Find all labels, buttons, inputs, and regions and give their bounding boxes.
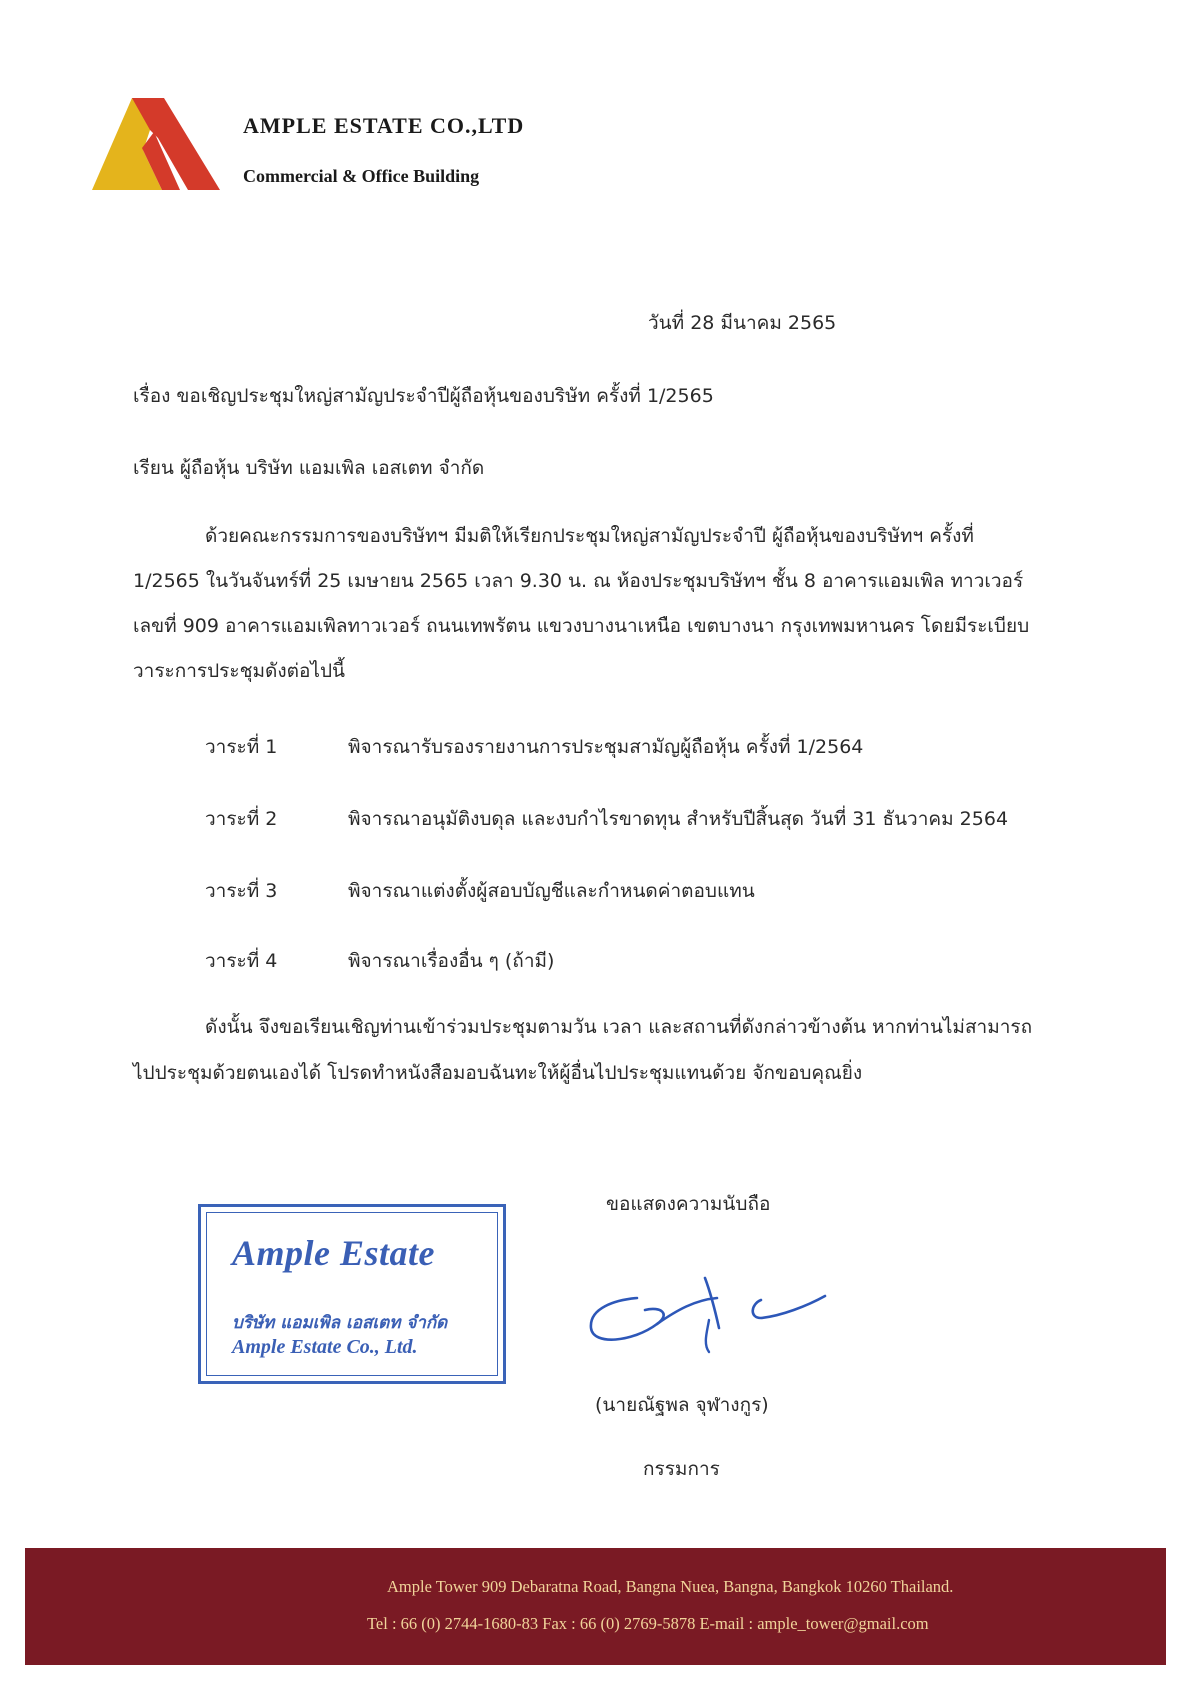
- body-line: ด้วยคณะกรรมการของบริษัทฯ มีมติให้เรียกประชุมใหญ่สามัญประจำปี ผู้ถือหุ้นของบริษัทฯ ครั้งที่: [205, 525, 974, 547]
- stamp-english-name: Ample Estate Co., Ltd.: [232, 1336, 418, 1358]
- body-line: วาระการประชุมดังต่อไปนี้: [133, 660, 345, 682]
- footer-bar: [25, 1548, 1166, 1665]
- agenda-item: พิจารณาแต่งตั้งผู้สอบบัญชีและกำหนดค่าตอบแทน: [348, 880, 755, 902]
- agenda-item: พิจารณาเรื่องอื่น ๆ (ถ้ามี): [348, 950, 555, 972]
- letter-date: วันที่ 28 มีนาคม 2565: [648, 312, 837, 334]
- signature: [585, 1270, 830, 1360]
- closing-line: ดังนั้น จึงขอเรียนเชิญท่านเข้าร่วมประชุมตามวัน เวลา และสถานที่ดังกล่าวข้างต้น หากท่านไม่สามารถ: [205, 1016, 1033, 1038]
- letter-recipient: เรียน ผู้ถือหุ้น บริษัท แอมเพิล เอสเตท จำกัด: [133, 457, 485, 479]
- stamp-thai-name: บริษัท แอมเพิล เอสเตท จำกัด: [232, 1313, 448, 1333]
- stamp-title: Ample Estate: [232, 1233, 435, 1273]
- agenda-label: วาระที่ 4: [205, 950, 278, 972]
- letter-subject: เรื่อง ขอเชิญประชุมใหญ่สามัญประจำปีผู้ถือหุ้นของบริษัท ครั้งที่ 1/2565: [133, 385, 714, 407]
- agenda-item: พิจารณาอนุมัติงบดุล และงบกำไรขาดทุน สำหรับปีสิ้นสุด วันที่ 31 ธันวาคม 2564: [348, 808, 1009, 830]
- company-subtitle: Commercial & Office Building: [243, 166, 480, 186]
- agenda-label: วาระที่ 1: [205, 736, 278, 758]
- signer-title: กรรมการ: [643, 1458, 720, 1480]
- closing-line: ไปประชุมด้วยตนเองได้ โปรดทำหนังสือมอบฉันทะให้ผู้อื่นไปประชุมแทนด้วย จักขอบคุณยิ่ง: [133, 1062, 863, 1084]
- body-line: เลขที่ 909 อาคารแอมเพิลทาวเวอร์ ถนนเทพรัตน แขวงบางนาเหนือ เขตบางนา กรุงเทพมหานคร โดยมีระเบียบ: [133, 615, 1030, 637]
- body-line: 1/2565 ในวันจันทร์ที่ 25 เมษายน 2565 เวลา 9.30 น. ณ ห้องประชุมบริษัทฯ ชั้น 8 อาคารแอมเพิล ทาวเวอร์: [133, 570, 1024, 592]
- agenda-label: วาระที่ 2: [205, 808, 278, 830]
- footer-contact: Tel : 66 (0) 2744-1680-83 Fax : 66 (0) 2769-5878 E-mail : ample_tower@gmail.com: [367, 1614, 929, 1633]
- company-logo: [92, 98, 220, 190]
- regards-text: ขอแสดงความนับถือ: [606, 1193, 771, 1215]
- agenda-item: พิจารณารับรองรายงานการประชุมสามัญผู้ถือหุ้น ครั้งที่ 1/2564: [348, 736, 864, 758]
- signer-name: (นายณัฐพล จุฬางกูร): [595, 1394, 769, 1416]
- agenda-label: วาระที่ 3: [205, 880, 278, 902]
- footer-address: Ample Tower 909 Debaratna Road, Bangna Nuea, Bangna, Bangkok 10260 Thailand.: [387, 1577, 954, 1596]
- company-name: AMPLE ESTATE CO.,LTD: [243, 113, 525, 138]
